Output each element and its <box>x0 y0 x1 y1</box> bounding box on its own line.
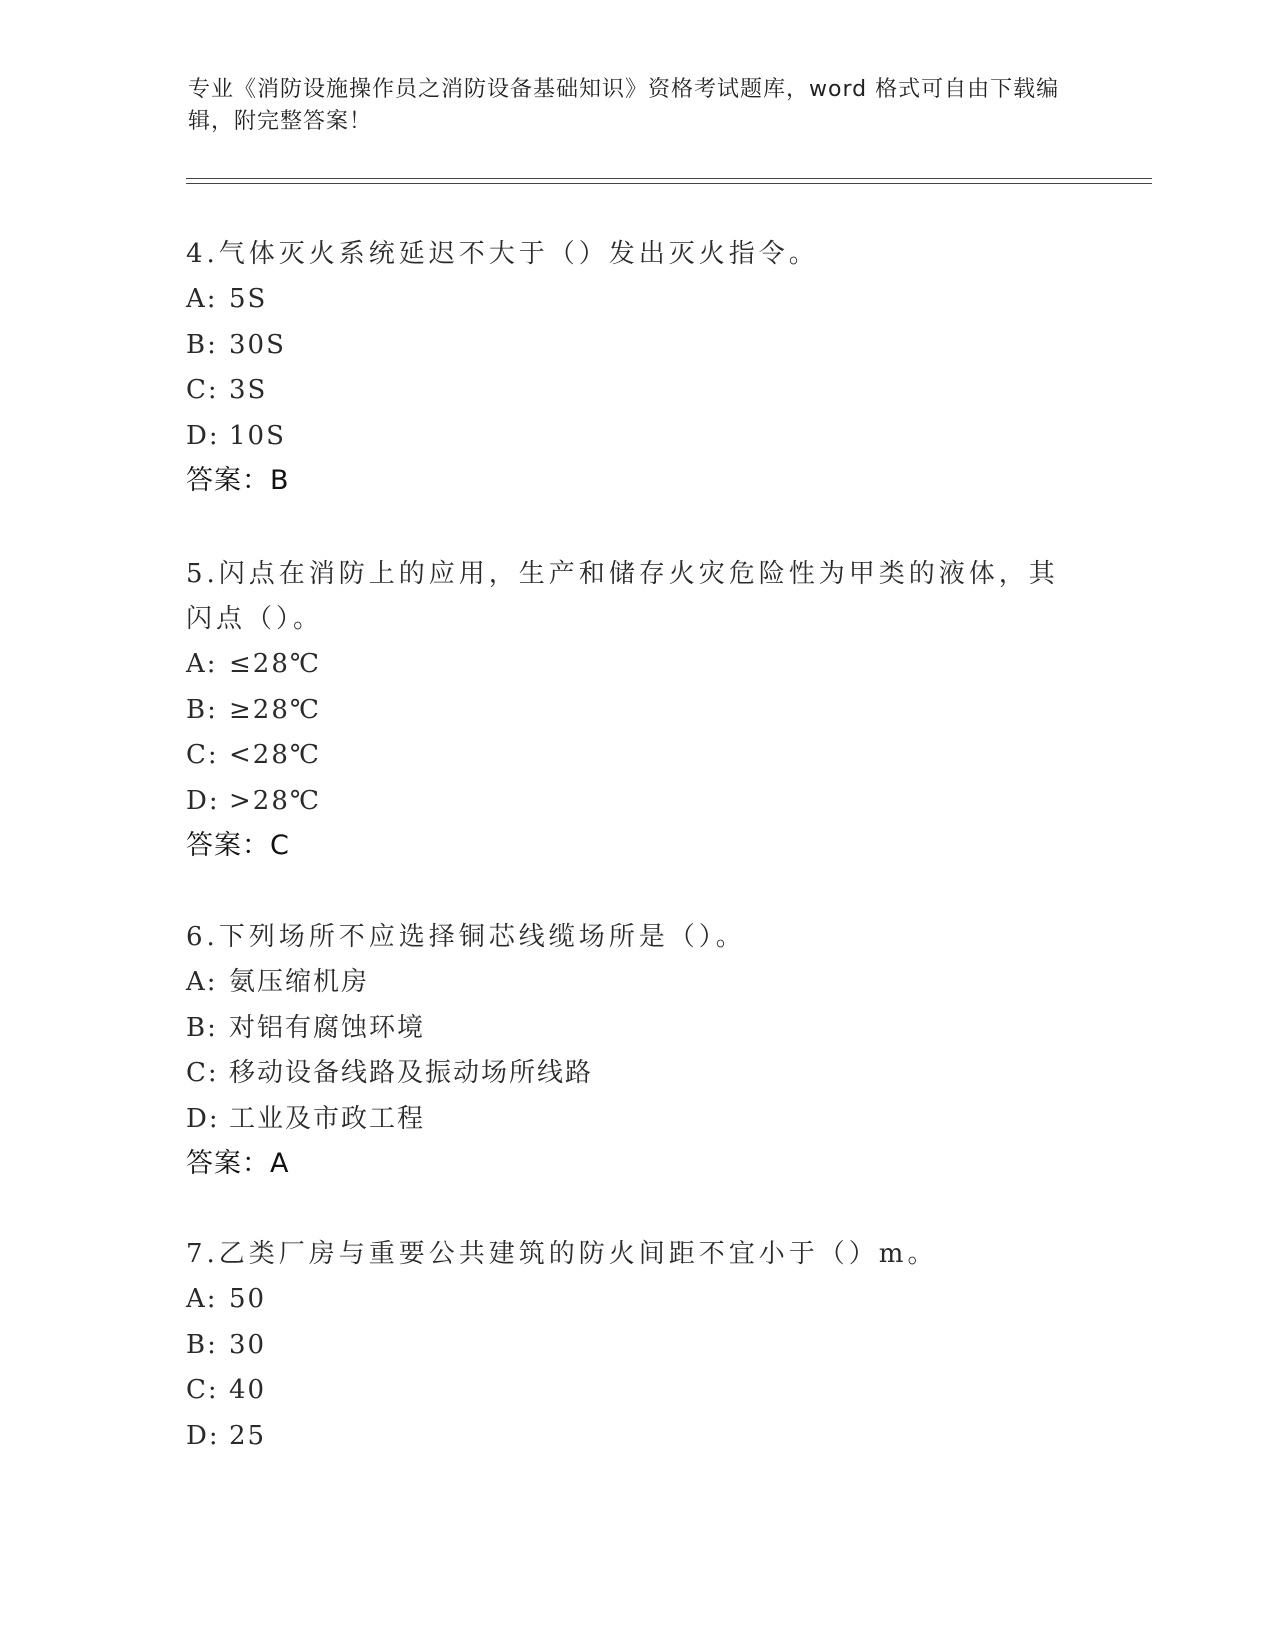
question-5 <box>186 552 1086 868</box>
question-7 <box>186 1232 1086 1459</box>
header-divider-top <box>186 178 1152 179</box>
option-text: 30 <box>229 1329 267 1360</box>
header-divider-bottom <box>186 183 1152 184</box>
document-header: 专业《消防设施操作员之消防设备基础知识》资格考试题库，word 格式可自由下载编辑，附完整答案！ <box>188 77 1060 134</box>
option-c <box>186 1051 1086 1097</box>
question-title: 4.气体灭火系统延迟不大于（）发出灭火指令。 <box>186 239 819 269</box>
option-text: 50 <box>229 1284 267 1314</box>
option-d <box>186 1097 1086 1143</box>
option-text: <28℃ <box>229 740 321 770</box>
option-b <box>186 1006 1086 1052</box>
option-key: C: <box>186 740 219 770</box>
option-text: 30S <box>229 329 286 360</box>
option-c <box>186 1368 1086 1414</box>
option-text: >28℃ <box>229 785 321 816</box>
option-text: 10S <box>229 420 286 451</box>
option-text: 移动设备线路及振动场所线路 <box>229 1058 594 1088</box>
answer: 答案：B <box>186 465 290 496</box>
option-key: B: <box>186 1012 218 1043</box>
option-key: A: <box>186 1284 218 1314</box>
option-b <box>186 323 1086 369</box>
option-d <box>186 1414 1086 1460</box>
option-text: 氨压缩机房 <box>229 967 370 997</box>
option-text: ≥28℃ <box>229 694 321 725</box>
option-text: 3S <box>229 375 268 405</box>
option-text: ≤28℃ <box>229 649 321 679</box>
option-text: 5S <box>229 284 268 314</box>
question-4 <box>186 232 1086 503</box>
question-title: 7.乙类厂房与重要公共建筑的防火间距不宜小于（）m。 <box>186 1239 938 1269</box>
option-c <box>186 368 1086 414</box>
question-6 <box>186 915 1086 1186</box>
option-d <box>186 779 1086 825</box>
answer: 答案：A <box>186 1148 290 1179</box>
option-key: D: <box>186 420 220 451</box>
option-text: 工业及市政工程 <box>229 1103 426 1134</box>
answer: 答案：C <box>186 830 290 861</box>
option-key: D: <box>186 1103 220 1134</box>
question-title: 6.下列场所不应选择铜芯线缆场所是（）。 <box>186 922 746 952</box>
option-d <box>186 414 1086 460</box>
option-key: B: <box>186 694 218 725</box>
option-text: 40 <box>229 1375 267 1405</box>
option-key: C: <box>186 375 219 405</box>
option-a <box>186 1277 1086 1323</box>
option-c <box>186 733 1086 779</box>
option-a <box>186 960 1086 1006</box>
option-key: D: <box>186 785 220 816</box>
option-a <box>186 277 1086 323</box>
option-key: B: <box>186 329 218 360</box>
option-key: B: <box>186 1329 218 1360</box>
question-title: 5.闪点在消防上的应用，生产和储存火灾危险性为甲类的液体，其闪点（）。 <box>186 559 1059 634</box>
option-key: C: <box>186 1058 219 1088</box>
option-key: D: <box>186 1420 220 1451</box>
option-key: A: <box>186 967 218 997</box>
option-b <box>186 688 1086 734</box>
option-text: 对铝有腐蚀环境 <box>229 1012 426 1043</box>
option-key: A: <box>186 649 218 679</box>
option-key: A: <box>186 284 218 314</box>
option-a <box>186 642 1086 688</box>
option-text: 25 <box>229 1420 267 1451</box>
option-key: C: <box>186 1375 219 1405</box>
option-b <box>186 1323 1086 1369</box>
